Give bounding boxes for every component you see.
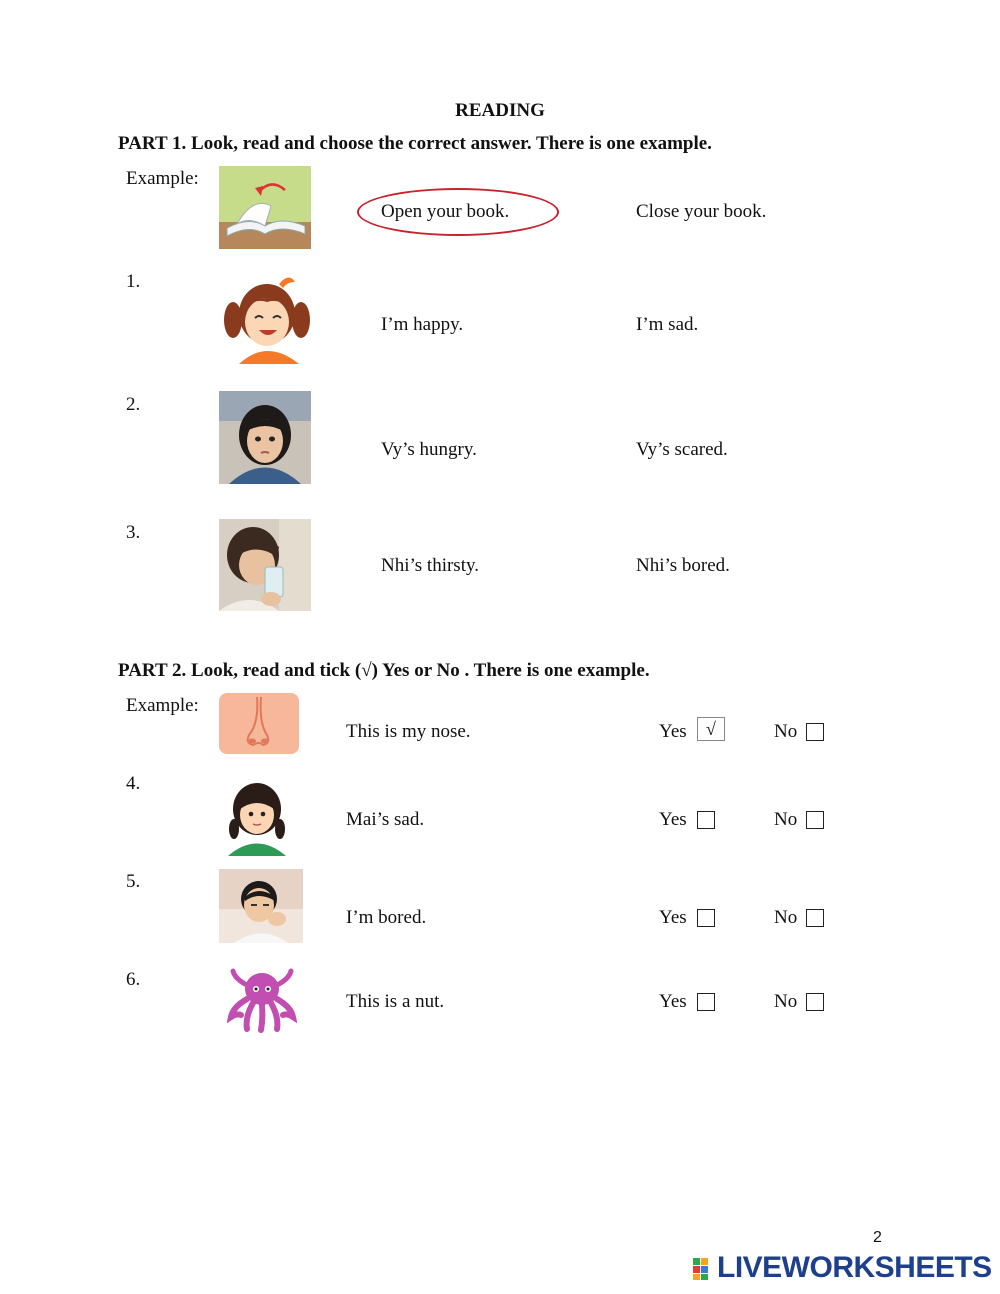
- page-number: 2: [873, 1229, 882, 1246]
- option-b[interactable]: I’m sad.: [636, 314, 699, 335]
- example-sentence: This is my nose.: [346, 721, 471, 742]
- sentence: I’m bored.: [346, 907, 427, 928]
- item-number: 4.: [126, 773, 141, 794]
- yes-label: Yes: [659, 907, 687, 928]
- option-a[interactable]: I’m happy.: [381, 314, 464, 335]
- page-title: READING: [455, 100, 545, 121]
- yes-checkbox[interactable]: √: [697, 717, 725, 741]
- yes-label: Yes: [659, 809, 687, 830]
- liveworksheets-logo-icon: [693, 1258, 717, 1285]
- example-option-a[interactable]: Open your book.: [381, 201, 510, 222]
- part1-heading: PART 1. Look, read and choose the correct answer. There is one example.: [118, 133, 712, 154]
- scared-girl-photo: [219, 391, 311, 484]
- octopus-picture: [227, 967, 297, 1033]
- option-b[interactable]: Vy’s scared.: [636, 439, 728, 460]
- no-checkbox[interactable]: [806, 723, 824, 741]
- thirsty-girl-photo: [219, 519, 311, 611]
- no-label: No: [774, 809, 798, 830]
- item-number: 6.: [126, 969, 141, 990]
- no-checkbox[interactable]: [806, 909, 824, 927]
- yes-label: Yes: [659, 721, 687, 742]
- item-number: 2.: [126, 394, 141, 415]
- brand-wordmark[interactable]: LIVEWORKSHEETS: [717, 1251, 992, 1284]
- yes-label: Yes: [659, 991, 687, 1012]
- no-label: No: [774, 991, 798, 1012]
- example-option-b[interactable]: Close your book.: [636, 201, 767, 222]
- part1-example-label: Example:: [126, 168, 199, 189]
- item-number: 1.: [126, 271, 141, 292]
- part2-heading: PART 2. Look, read and tick (√) Yes or No . There is one example.: [118, 660, 650, 681]
- open-book-picture: [219, 166, 311, 249]
- girl-mai-picture: [222, 779, 292, 856]
- option-b[interactable]: Nhi’s bored.: [636, 555, 730, 576]
- nose-picture: [219, 693, 299, 754]
- option-a[interactable]: Nhi’s thirsty.: [381, 555, 479, 576]
- yes-checkbox[interactable]: [697, 993, 715, 1011]
- no-label: No: [774, 907, 798, 928]
- no-label: No: [774, 721, 798, 742]
- no-checkbox[interactable]: [806, 993, 824, 1011]
- option-a[interactable]: Vy’s hungry.: [381, 439, 477, 460]
- item-number: 5.: [126, 871, 141, 892]
- sentence: Mai’s sad.: [346, 809, 425, 830]
- no-checkbox[interactable]: [806, 811, 824, 829]
- sentence: This is a nut.: [346, 991, 445, 1012]
- happy-girl-picture: [219, 268, 315, 364]
- bored-boy-photo: [219, 869, 303, 952]
- yes-checkbox[interactable]: [697, 909, 715, 927]
- part2-example-label: Example:: [126, 695, 199, 716]
- item-number: 3.: [126, 522, 141, 543]
- yes-checkbox[interactable]: [697, 811, 715, 829]
